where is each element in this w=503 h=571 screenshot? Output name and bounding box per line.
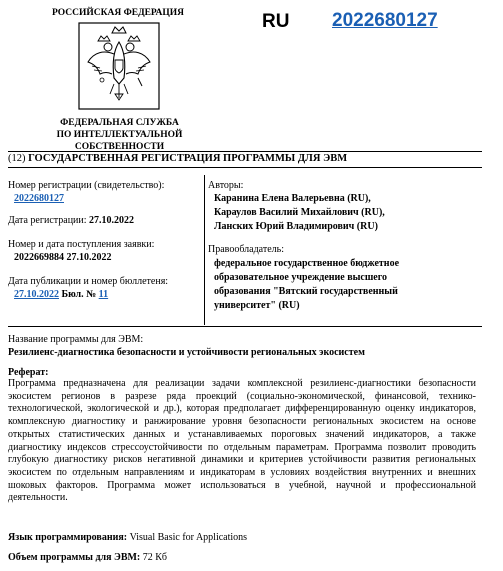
- document-title: [8, 153, 347, 164]
- agency-line-2: ПО ИНТЕЛЛЕКТУАЛЬНОЙ СОБСТВЕННОСТИ: [56, 130, 183, 152]
- publication-date-link[interactable]: 27.10.2022: [14, 289, 59, 300]
- holder-line-2: образовательное учреждение высшего: [214, 272, 388, 283]
- reg-number-label: Номер регистрации (свидетельство):: [8, 180, 165, 191]
- document-title-text: ГОСУДАРСТВЕННАЯ РЕГИСТРАЦИЯ ПРОГРАММЫ ДЛЯ ЭВМ: [28, 153, 348, 164]
- program-name-label: Название программы для ЭВМ:: [8, 334, 144, 345]
- application-value: 2022669884 27.10.2022: [14, 252, 112, 263]
- author-1: Каранина Елена Валерьевна (RU),: [214, 193, 371, 204]
- language-field: [8, 531, 247, 544]
- holder-line-4: университет" (RU): [214, 300, 300, 311]
- country-code: RU: [262, 11, 290, 32]
- reg-date-label: Дата регистрации:: [8, 215, 87, 226]
- language-value: Visual Basic for Applications: [129, 532, 248, 543]
- size-value: 72 Кб: [142, 552, 168, 563]
- divider-mid: [8, 326, 482, 327]
- author-2: Караулов Василий Михайлович (RU),: [214, 207, 385, 218]
- column-divider: [204, 175, 205, 325]
- abstract-text: Программа предназначена для реализации задачи комплексной резилиенс-диагностики безопасности экосистем регионов в разрезе ряда проекций (социально-экономической, финансовой, технико-технологической, экологической и др.), которая предполагает дифференцированную оценку индикаторов, комплексную диагностику и ранжирование уровня безопасности региональных экосистем на основе открытых статистических данных и устанавливаемых пороговых значений индикаторов, а также диагностику индексов стрессоустойчивости по отдельным параметрам. Программа позволит проводить глубокую диагностику рисков негативной динамики и критериев устойчивости развития региональных экосистем по отдельным направлениям и индикаторам в условиях воздействия внутренних и внешних шоковых факторов. Программа может использоваться в учебной, научной и профессиональной деятельности.: [8, 378, 476, 504]
- size-label: Объем программы для ЭВМ:: [8, 552, 141, 563]
- divider-title: [8, 167, 482, 168]
- registration-number-link[interactable]: 2022680127: [332, 10, 438, 31]
- language-label: Язык программирования:: [8, 532, 128, 543]
- divider-top: [8, 151, 482, 152]
- document-code: (12): [8, 153, 26, 164]
- country-name: РОССИЙСКАЯ ФЕДЕРАЦИЯ: [51, 8, 185, 18]
- publication-value: [14, 288, 108, 301]
- bulletin-number-link[interactable]: 11: [98, 289, 109, 300]
- abstract-label: Реферат:: [8, 367, 49, 378]
- reg-date-value: 27.10.2022: [89, 215, 135, 226]
- application-label: Номер и дата поступления заявки:: [8, 239, 155, 250]
- agency-line-1: ФЕДЕРАЛЬНАЯ СЛУЖБА: [60, 118, 179, 128]
- program-name-value: Резилиенс-диагностика безопасности и устойчивости региональных экосистем: [8, 347, 365, 358]
- bulletin-label: Бюл. №: [61, 289, 97, 300]
- reg-number-link[interactable]: 2022680127: [14, 193, 64, 204]
- agency-name: [12, 117, 227, 153]
- coat-of-arms-icon: [78, 22, 160, 110]
- holder-line-1: федеральное государственное бюджетное: [214, 258, 400, 269]
- reg-date-field: [8, 214, 134, 227]
- publication-label: Дата публикации и номер бюллетеня:: [8, 276, 169, 287]
- holder-label: Правообладатель:: [208, 244, 284, 255]
- holder-line-3: образования "Вятский государственный: [214, 286, 398, 297]
- size-field: [8, 551, 167, 564]
- authors-label: Авторы:: [208, 180, 244, 191]
- author-3: Ланских Юрий Владимирович (RU): [214, 221, 378, 232]
